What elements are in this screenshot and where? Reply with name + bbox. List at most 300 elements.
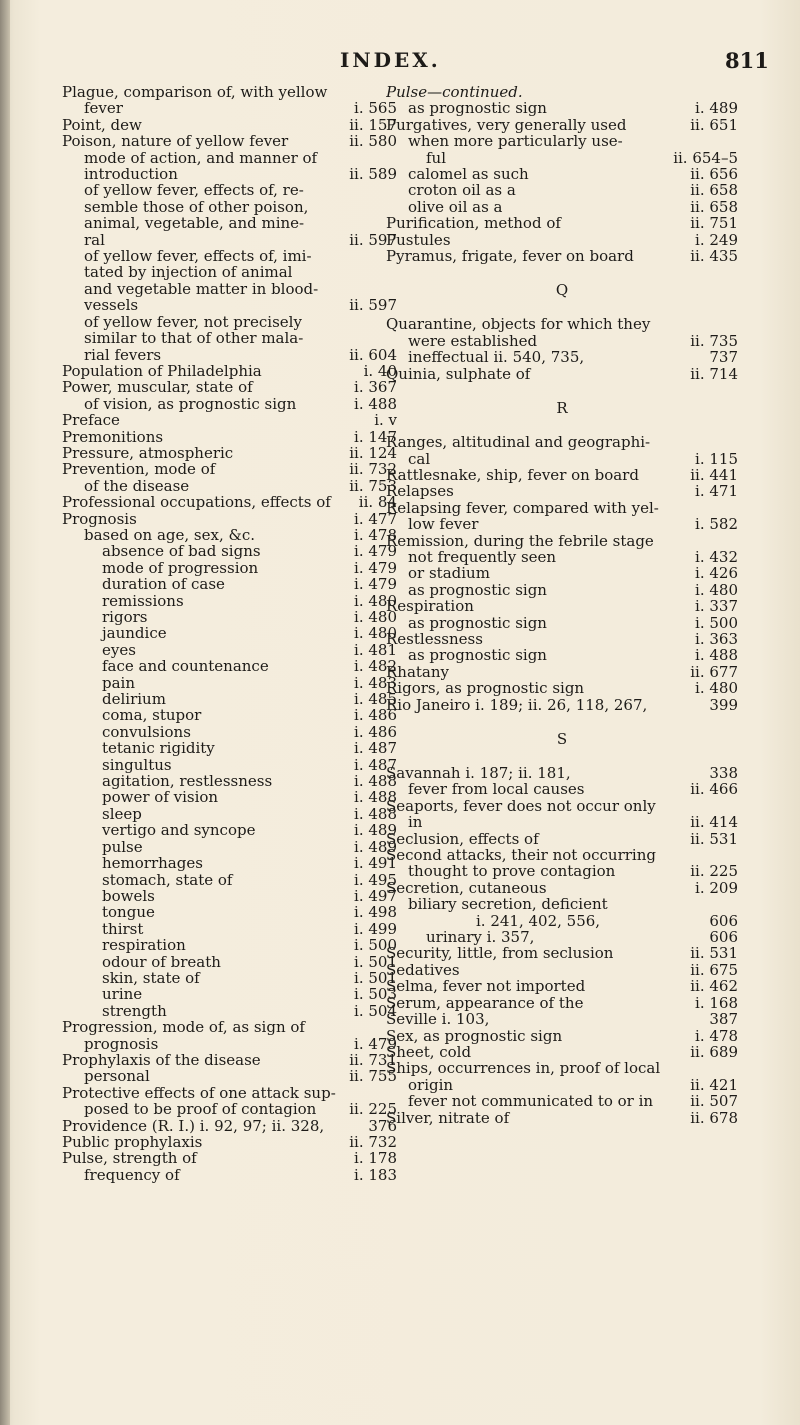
index-entry	[62, 461, 397, 477]
entry-text: personal	[84, 1068, 150, 1085]
index-entry	[62, 133, 397, 149]
index-entry	[386, 945, 738, 961]
entry-page-ref: ii. 658	[690, 197, 738, 216]
index-entry	[62, 1085, 397, 1101]
entry-page-ref: ii. 732	[349, 1133, 397, 1151]
entry-page-ref: ii. 731	[349, 1050, 397, 1069]
entry-page-ref: ii. 441	[690, 465, 738, 484]
entry-text: ful	[426, 149, 447, 167]
entry-page-ref: 376	[368, 1116, 397, 1135]
index-entry	[62, 379, 397, 395]
entry-page-ref: ii. 597	[349, 230, 397, 249]
entry-text: remissions	[102, 592, 184, 609]
entry-page-ref	[682, 1060, 738, 1076]
entry-page-ref: ii. 651	[690, 115, 738, 134]
entry-text: frequency of	[84, 1166, 180, 1184]
entry-text: or stadium	[408, 565, 490, 582]
index-entry	[62, 314, 397, 330]
index-entry	[386, 483, 738, 499]
entry-text: animal, vegetable, and mine-	[84, 215, 305, 232]
entry-page-ref: i. 488	[695, 646, 738, 665]
entry-page-ref: i. 479	[354, 1034, 397, 1053]
entry-text: respiration	[102, 937, 186, 954]
entry-page-ref: i. 481	[354, 640, 397, 659]
index-entry	[62, 150, 397, 166]
index-entry	[62, 806, 397, 822]
index-entry	[386, 451, 738, 467]
entry-page-ref: ii. 225	[690, 862, 738, 881]
entry-text: delirium	[102, 691, 166, 708]
index-entry	[386, 1011, 738, 1027]
entry-page-ref	[682, 896, 738, 912]
entry-page-ref: ii. 580	[349, 132, 397, 151]
index-entry	[386, 533, 738, 549]
entry-text: Rattlesnake, ship, fever on board	[386, 466, 639, 484]
index-entry	[62, 297, 397, 313]
entry-page-ref: i. 479	[354, 575, 397, 594]
entry-text: eyes	[102, 641, 136, 659]
entry-text: low fever	[408, 516, 479, 533]
entry-text: Quinia, sulphate of	[386, 365, 531, 383]
entry-page-ref: ii. 597	[349, 296, 397, 315]
entry-text: of vision, as prognostic sign	[84, 395, 297, 413]
entry-text: agitation, restlessness	[102, 773, 273, 790]
index-entry	[386, 549, 738, 565]
entry-text: power of vision	[102, 789, 219, 806]
entry-text: i. 241, 402, 556,	[476, 912, 601, 930]
entry-page-ref: i. 503	[354, 985, 397, 1004]
entry-page-ref: ii. 531	[690, 944, 738, 963]
entry-page-ref: ii. 735	[690, 331, 738, 350]
entry-page-ref: i. 487	[354, 739, 397, 758]
entry-text: Progression, mode of, as sign of	[62, 1019, 305, 1036]
index-entry	[386, 100, 738, 116]
index-entry	[386, 631, 738, 647]
entry-page-ref: i. 168	[695, 993, 738, 1012]
entry-page-ref	[682, 847, 738, 863]
index-entry	[386, 1093, 738, 1109]
index-entry	[386, 831, 738, 847]
entry-page-ref: i. 367	[354, 378, 397, 397]
entry-page-ref: ii. 656	[690, 165, 738, 184]
entry-text: cal	[408, 450, 431, 467]
entry-page-ref: i. 489	[354, 821, 397, 840]
index-entry	[386, 680, 738, 696]
entry-text: origin	[408, 1076, 454, 1094]
entry-page-ref: i. 432	[695, 547, 738, 566]
entry-page-ref: i. 582	[695, 515, 738, 534]
entry-text: Selma, fever not imported	[386, 978, 586, 995]
entry-text: Rio Janeiro i. 189; ii. 26, 118, 267,	[386, 696, 648, 713]
index-entry	[386, 349, 738, 365]
index-entry	[386, 847, 738, 863]
entry-text: strength	[102, 1002, 167, 1020]
entry-text: fever	[84, 100, 123, 117]
index-entry	[62, 707, 397, 723]
entry-page-ref: i. 489	[354, 837, 397, 856]
entry-page-ref: i. 40	[363, 361, 397, 380]
entry-page-ref: i. 565	[354, 99, 397, 118]
index-entry	[62, 970, 397, 986]
entry-page-ref: 399	[709, 695, 738, 714]
index-entry	[62, 166, 397, 182]
index-entry	[62, 527, 397, 543]
entry-text: semble those of other poison,	[84, 198, 309, 216]
entry-text: of yellow fever, effects of, imi-	[84, 248, 312, 265]
entry-page-ref: i. 488	[354, 788, 397, 807]
entry-text: ral	[84, 231, 105, 249]
entry-text: Protective effects of one attack sup-	[62, 1084, 336, 1102]
index-entry	[62, 478, 397, 494]
entry-page-ref: ii. 124	[349, 443, 397, 462]
entry-page-ref: ii. 732	[349, 460, 397, 479]
index-entry	[62, 1150, 397, 1166]
entry-page-ref: 387	[709, 1010, 738, 1029]
header-title: INDEX.	[340, 48, 441, 72]
entry-text: Savannah i. 187; ii. 181,	[386, 765, 571, 782]
entry-text: ineffectual ii. 540, 735,	[408, 349, 585, 366]
index-entry	[62, 84, 397, 100]
entry-page-ref: i. 363	[695, 629, 738, 648]
entry-text: were established	[408, 332, 538, 350]
entry-text: biliary secretion, deficient	[408, 896, 608, 913]
entry-page-ref: ii. 714	[690, 364, 738, 383]
entry-text: Silver, nitrate of	[386, 1109, 510, 1126]
entry-page-ref: i. 479	[354, 558, 397, 577]
index-entry	[386, 1060, 738, 1076]
entry-text: Ships, occurrences in, proof of local	[386, 1060, 661, 1077]
entry-text: of the disease	[84, 477, 190, 495]
index-entry	[62, 215, 397, 231]
entry-text: fever from local causes	[408, 781, 585, 798]
index-entry	[62, 625, 397, 641]
entry-page-ref: ii. 507	[690, 1092, 738, 1111]
index-entry	[62, 560, 397, 576]
entry-text: bowels	[102, 887, 155, 905]
entry-page-ref: i. 471	[695, 482, 738, 501]
entry-page-ref: ii. 751	[690, 214, 738, 233]
entry-page-ref: i. 209	[695, 878, 738, 897]
index-entry	[62, 494, 397, 510]
entry-text: Public prophylaxis	[62, 1134, 203, 1151]
entry-text: as prognostic sign	[408, 614, 547, 631]
entry-text: Respiration	[386, 598, 474, 615]
index-entry	[386, 615, 738, 631]
index-entry	[62, 822, 397, 838]
entry-page-ref: i. 491	[354, 854, 397, 873]
entry-page-ref	[682, 316, 738, 332]
entry-text: Rigors, as prognostic sign	[386, 680, 585, 697]
index-entry	[386, 1028, 738, 1044]
entry-text: mode of progression	[102, 559, 259, 577]
entry-text: Premonitions	[62, 428, 164, 445]
entry-text: and vegetable matter in blood-	[84, 280, 319, 298]
index-entry	[62, 347, 397, 363]
index-entry	[62, 642, 397, 658]
index-entry	[62, 921, 397, 937]
entry-page-ref: i. 480	[354, 624, 397, 643]
entry-page-ref: 338	[709, 764, 738, 782]
book-spine-shadow	[0, 0, 10, 1425]
index-entry	[62, 872, 397, 888]
entry-page-ref: i. 488	[354, 772, 397, 791]
entry-text: mode of action, and manner of	[84, 149, 318, 167]
entry-text: Relapsing fever, compared with yel-	[386, 499, 659, 517]
index-entry	[62, 1052, 397, 1068]
index-entry	[386, 199, 738, 215]
index-entry	[62, 199, 397, 215]
entry-text: coma, stupor	[102, 707, 202, 724]
entry-page-ref: ii. 654–5	[673, 148, 738, 167]
entry-text: face and countenance	[102, 658, 269, 675]
entry-page-ref: ii. 678	[690, 1108, 738, 1127]
entry-page-ref: ii. 466	[690, 780, 738, 799]
index-entry	[386, 582, 738, 598]
entry-page-ref: i. 480	[354, 591, 397, 610]
index-entry	[386, 913, 738, 929]
entry-page-ref: ii. 531	[690, 829, 738, 848]
index-entry	[62, 1036, 397, 1052]
entry-text: Ranges, altitudinal and geographi-	[386, 434, 651, 451]
index-entry	[386, 333, 738, 349]
entry-page-ref	[682, 533, 738, 549]
index-entry	[62, 904, 397, 920]
entry-text: Power, muscular, state of	[62, 379, 253, 396]
entry-text: Pulse, strength of	[62, 1150, 197, 1167]
entry-page-ref: ii. 658	[690, 181, 738, 200]
index-entry	[386, 467, 738, 483]
index-entry	[62, 1134, 397, 1150]
index-entry	[62, 789, 397, 805]
entry-page-ref: i. 498	[354, 903, 397, 922]
entry-page-ref: i. 488	[354, 394, 397, 413]
entry-text: Security, little, from seclusion	[386, 945, 614, 962]
entry-page-ref: i. 147	[354, 427, 397, 446]
index-entry	[62, 986, 397, 1002]
entry-page-ref: i. 478	[354, 525, 397, 544]
section-letter: Q	[555, 281, 569, 300]
page-number: 811	[725, 48, 769, 73]
index-entry	[386, 781, 738, 797]
entry-text: Pustules	[386, 231, 451, 249]
entry-text: sleep	[102, 805, 142, 823]
entry-text: singultus	[102, 756, 172, 774]
entry-page-ref: i. 337	[695, 597, 738, 616]
entry-page-ref: ii. 157	[349, 115, 397, 134]
index-entry	[386, 182, 738, 198]
entry-text: not frequently seen	[408, 548, 557, 566]
entry-page-ref: i. 504	[354, 1001, 397, 1020]
index-entry	[386, 1044, 738, 1060]
index-entry	[62, 100, 397, 116]
entry-text: Sheet, cold	[386, 1043, 472, 1061]
entry-text: Professional occupations, effects of	[62, 494, 331, 511]
entry-page-ref: i. 488	[354, 804, 397, 823]
index-entry	[386, 215, 738, 231]
index-entry	[386, 880, 738, 896]
entry-page-ref: i. 487	[354, 755, 397, 774]
index-entry	[386, 995, 738, 1011]
index-entry	[386, 117, 738, 133]
entry-page-ref: i. 183	[354, 1165, 397, 1184]
entry-text: stomach, state of	[102, 871, 233, 888]
index-entry	[62, 1167, 397, 1183]
entry-page-ref: ii. 414	[690, 813, 738, 832]
entry-text: thought to prove contagion	[408, 863, 616, 880]
entry-text: Secretion, cutaneous	[386, 879, 547, 897]
entry-page-ref: i. 485	[354, 690, 397, 709]
page-header	[0, 48, 800, 78]
index-entry	[62, 773, 397, 789]
entry-page-ref	[682, 500, 738, 516]
index-entry	[62, 593, 397, 609]
index-entry	[62, 1118, 397, 1134]
entry-text: Remission, during the febrile stage	[386, 532, 654, 549]
entry-text: thirst	[102, 920, 144, 938]
entry-text: Quarantine, objects for which they	[386, 316, 651, 333]
entry-text: hemorrhages	[102, 855, 203, 872]
entry-page-ref: ii. 689	[690, 1042, 738, 1061]
entry-page-ref: i. 115	[695, 449, 738, 468]
entry-page-ref: ii. 675	[690, 960, 738, 979]
entry-text: Pyramus, frigate, fever on board	[386, 248, 634, 265]
entry-text: similar to that of other mala-	[84, 330, 304, 347]
index-entry	[62, 511, 397, 527]
entry-page-ref: i. 500	[695, 613, 738, 632]
entry-text: tetanic rigidity	[102, 740, 215, 757]
index-entry	[62, 724, 397, 740]
entry-text: Serum, appearance of the	[386, 994, 584, 1012]
entry-text: urine	[102, 986, 143, 1003]
entry-page-ref: ii. 421	[690, 1075, 738, 1094]
index-entry	[386, 978, 738, 994]
entry-text: prognosis	[84, 1035, 159, 1052]
entry-page-ref	[682, 84, 738, 100]
entry-text: croton oil as a	[408, 182, 516, 199]
section-letter: S	[556, 730, 568, 748]
entry-page-ref: ii. 462	[690, 977, 738, 996]
entry-page-ref: 606	[709, 911, 738, 930]
index-entry	[62, 182, 397, 198]
entry-page-ref: 606	[709, 928, 738, 947]
entry-text: Sex, as prognostic sign	[386, 1027, 563, 1044]
index-entry	[62, 576, 397, 592]
index-entry	[62, 1019, 397, 1035]
entry-text: Pressure, atmospheric	[62, 444, 234, 462]
entry-page-ref: 737	[709, 348, 738, 367]
entry-page-ref: i. 499	[354, 919, 397, 938]
entry-page-ref: ii. 753	[349, 476, 397, 495]
index-entry	[62, 1068, 397, 1084]
index-entry	[386, 798, 738, 814]
entry-page-ref	[682, 434, 738, 450]
entry-text: Population of Philadelphia	[62, 362, 262, 380]
entry-text: based on age, sex, &c.	[84, 526, 255, 544]
entry-page-ref: i. 480	[695, 679, 738, 698]
entry-text: tated by injection of animal	[84, 264, 293, 281]
index-entry	[62, 675, 397, 691]
entry-text: absence of bad signs	[102, 543, 261, 560]
entry-page-ref: i. 483	[354, 673, 397, 692]
index-entry	[386, 896, 738, 912]
entry-page-ref: i. 486	[354, 706, 397, 725]
index-entry	[386, 500, 738, 516]
index-entry	[386, 765, 738, 781]
entry-text: Poison, nature of yellow fever	[62, 133, 289, 150]
entry-text: Prognosis	[62, 510, 137, 527]
index-entry	[62, 855, 397, 871]
entry-page-ref: i. 178	[354, 1149, 397, 1168]
index-entry	[386, 598, 738, 614]
entry-page-ref	[682, 133, 738, 149]
index-entry	[386, 232, 738, 248]
entry-text: Point, dew	[62, 116, 142, 134]
entry-text: posed to be proof of contagion	[84, 1101, 317, 1118]
entry-text: tongue	[102, 904, 155, 921]
entry-page-ref: i. 495	[354, 870, 397, 889]
entry-text: Seaports, fever does not occur only	[386, 797, 656, 815]
index-entry	[62, 839, 397, 855]
section-letter: R	[556, 399, 568, 418]
index-entry	[386, 366, 738, 382]
entry-text: rigors	[102, 609, 148, 626]
index-entry	[62, 740, 397, 756]
entry-text: Pulse—continued.	[386, 84, 523, 101]
entry-text: Relapses	[386, 483, 454, 500]
entry-text: jaundice	[102, 625, 167, 642]
index-entry	[62, 445, 397, 461]
entry-text: Seville i. 103,	[386, 1011, 490, 1028]
entry-text: Restlessness	[386, 630, 483, 648]
index-entry	[386, 664, 738, 680]
entry-text: vertigo and syncope	[102, 822, 256, 839]
entry-text: when more particularly use-	[408, 133, 623, 150]
entry-page-ref: ii. 755	[349, 1067, 397, 1086]
index-entry	[386, 814, 738, 830]
index-column-right	[386, 84, 738, 1126]
entry-text: as prognostic sign	[408, 100, 547, 117]
index-entry	[62, 232, 397, 248]
index-entry	[386, 150, 738, 166]
index-entry	[386, 1077, 738, 1093]
entry-page-ref	[682, 798, 738, 814]
index-entry	[62, 264, 397, 280]
entry-text: odour of breath	[102, 953, 221, 970]
index-entry	[62, 248, 397, 264]
index-entry	[62, 609, 397, 625]
entry-text: fever not communicated to or in	[408, 1093, 654, 1110]
entry-page-ref: i. 486	[354, 722, 397, 741]
entry-text: as prognostic sign	[408, 647, 547, 664]
entry-page-ref: ii. 589	[349, 165, 397, 184]
entry-text: skin, state of	[102, 969, 200, 987]
index-entry	[62, 117, 397, 133]
entry-page-ref: i. v	[374, 411, 397, 430]
entry-text: vessels	[84, 297, 139, 314]
entry-page-ref: i. 500	[354, 936, 397, 955]
entry-page-ref: i. 477	[354, 509, 397, 528]
index-entry	[386, 647, 738, 663]
entry-text: Prevention, mode of	[62, 461, 216, 478]
entry-text: pulse	[102, 838, 143, 856]
entry-text: Purification, method of	[386, 215, 561, 232]
entry-text: Purgatives, very generally used	[386, 116, 627, 134]
entry-text: Prophylaxis of the disease	[62, 1051, 261, 1069]
entry-page-ref: i. 501	[354, 968, 397, 987]
index-entry	[386, 434, 738, 450]
index-entry	[62, 954, 397, 970]
index-entry	[62, 1003, 397, 1019]
